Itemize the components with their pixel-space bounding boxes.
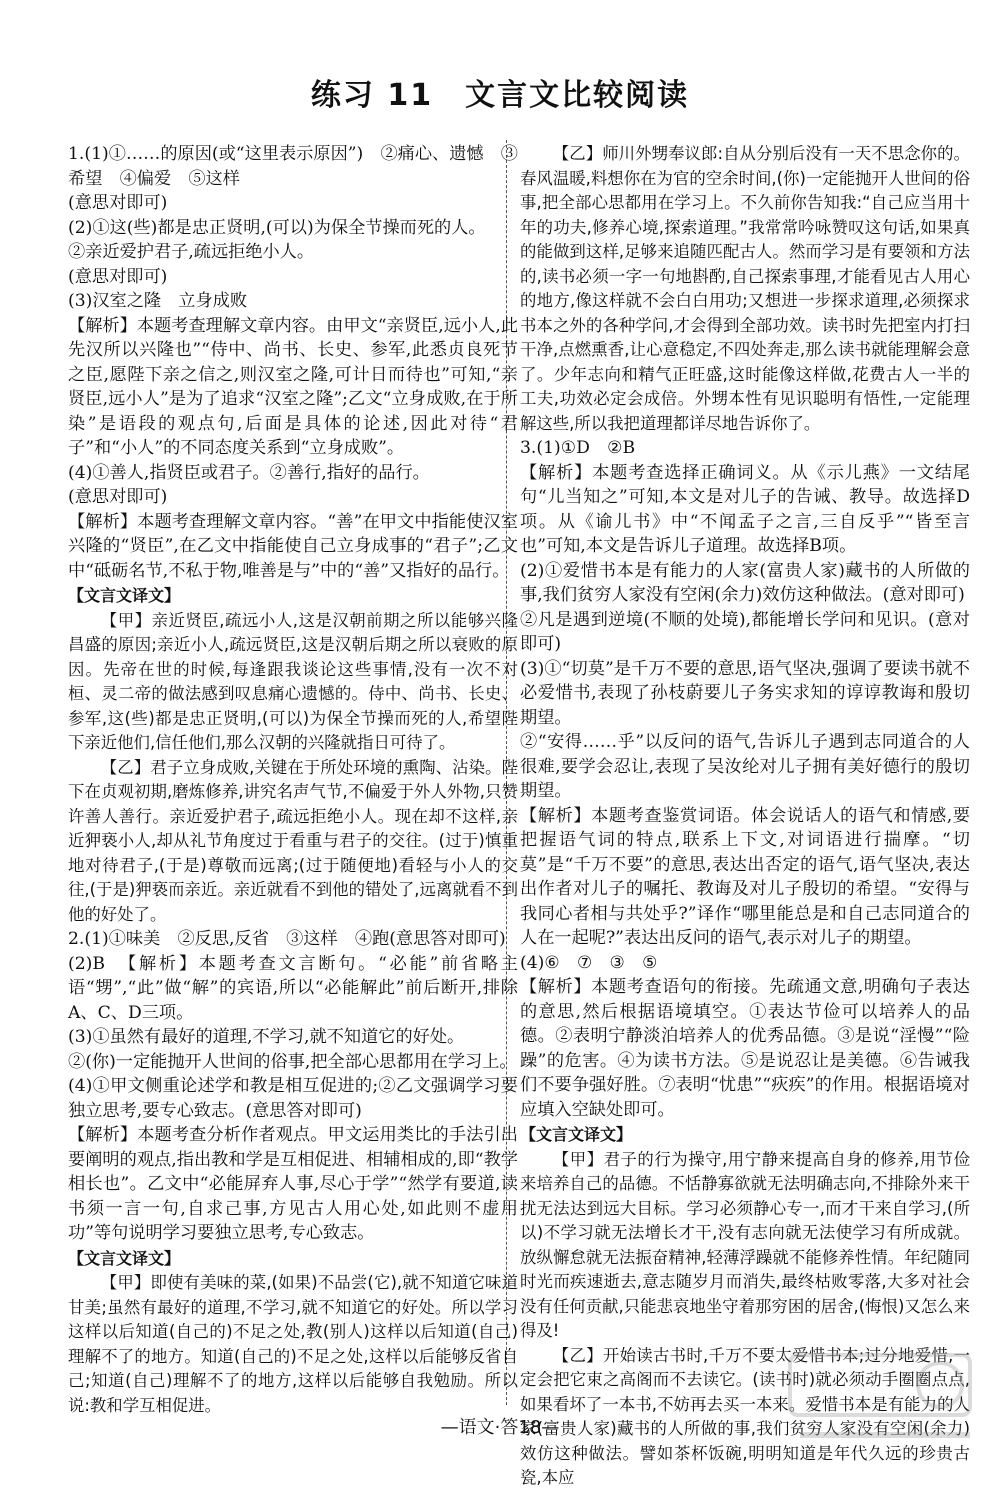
text-paragraph: 2.(1)①味美 ②反思,反省 ③这样 ④跑(意思答对即可) (68, 929, 506, 949)
text-paragraph: 【解析】本题考查鉴赏词语。体会说话人的语气和情感,要把握语气词的特点,联系上下文,对词语进行揣摩。“切莫”是“千万不要”的意思,表达出否定的语气,语气坚决,表达出作者对儿子的嘱托、教诲及对儿子殷切的希望。“安得与我同心者相与共处乎?”译作“哪里能总是和自己志同道合的人在一起呢?”表达出反问的语气,表示对儿子的期望。 (520, 805, 970, 948)
section-heading: 【文言文译文】 (68, 586, 181, 605)
text-paragraph: 【乙】师川外甥奉议郎:自从分别后没有一天不思念你的。春风温暖,料想你在为官的空余时间,(你)一定能抛开人世间的俗事,把全部心思都用在学习上。不久前你告知我:“自己应当用十年的功夫,修养心境,探索道理。”我常常吟咏赞叹这句话,如果真的能做到这样,足够来追随匹配古人。然而学习是有要领和方法的,读书必须一字一句地斟酌,自己探索事理,才能看见古人用心的地方,像这样就不会白白用功;又想进一步探求道理,必须探求书本之外的各种学问,才会得到全部功效。读书时先把室内打扫干净,点燃熏香,让心意稳定,不四处奔走,那么读书就能理解会意了。少年志向和精气正旺盛,这时能像这样做,花费古人一半的工夫,功效必定会成倍。外甥本性有见识聪明有悟性,一定能理解这些,所以我把道理都详尽地告诉你了。 (520, 144, 970, 433)
text-paragraph: 【解析】本题考查语句的衔接。先疏通文意,明确句子表达的意思,然后根据语境填空。①表达节俭可以培养人的品德。②表明宁静淡泊培养人的优秀品德。③是说“淫慢”“险躁”的危害。④为读书方法。⑤是说忍让是美德。⑥告诫我们不要争强好胜。⑦表明“忧患”“疢疾”的作用。根据语境对应填入空缺处即可。 (520, 977, 970, 1120)
text-paragraph: 3.(1)①D ②B (520, 438, 636, 458)
text-paragraph: 【解析】本题考查选择正确词义。从《示儿燕》一文结尾句“儿当知之”可知,本文是对儿子的告诫、教导。故选择D项。从《谕儿书》中“不闻孟子之言,三自反乎”“皆至言也”可知,本文是告诉儿子道理。故选择B项。 (520, 462, 970, 556)
right-column (520, 142, 970, 1487)
text-paragraph: (2)①这(些)都是忠正贤明,(可以)为保全节操而死的人。 (68, 217, 486, 238)
text-paragraph: (4)①善人,指贤臣或君子。②善行,指好的品行。 (68, 462, 430, 483)
text-paragraph: 【乙】君子立身成败,关键在于所处环境的熏陶、沾染。陛下在贞观初期,磨炼修养,讲究名声气节,不偏爱于外人外物,只赞许善人善行。亲近爱护君子,疏远拒绝小人。现在却不这样,亲近狎亵小人,却从礼节角度过于看重与君子的交往。(过于)慎重地对待君子,(于是)尊敬而远离;(过于随便地)看轻与小人的交往,(于是)狎亵而亲近。亲近就看不到他的错处了,远离就看不到他的好处了。 (68, 757, 518, 924)
text-paragraph: 【解析】本题考查理解文章内容。由甲文“亲贤臣,远小人,此先汉所以兴隆也”“侍中、尚书、长史、参军,此悉贞良死节之臣,愿陛下亲之信之,则汉室之隆,可计日而待也”可知,“亲贤臣,远小人”是为了追求“汉室之隆”;乙文“立身成败,在于所染”是语段的观点句,后面是具体的论述,因此对待“君子”和“小人”的不同态度关系到“立身成败”。 (68, 315, 518, 458)
page-footer: —语文·答18— (440, 1417, 560, 1438)
text-paragraph: (3)①“切莫”是千万不要的意思,语气坚决,强调了要读书就不必爱惜书,表现了孙枝蔚要儿子务实求知的谆谆教诲和殷切期望。 (520, 658, 970, 728)
watermark-logo (780, 1345, 980, 1455)
section-heading: 【文言文译文】 (68, 1248, 181, 1268)
text-paragraph: 【解析】本题考查理解文章内容。“善”在甲文中指能使汉室兴隆的“贤臣”,在乙文中指能使自己立身成事的“君子”;乙文中“砥砺名节,不私于物,唯善是与”中的“善”又指好的品行。 (68, 511, 518, 581)
text-paragraph: 【甲】亲近贤臣,疏远小人,这是汉朝前期之所以能够兴隆昌盛的原因;亲近小人,疏远贤臣,这是汉朝后期之所以衰败的原因。先帝在世的时候,每逢跟我谈论这些事情,没有一次不对桓、灵二帝的做法感到叹息痛心遗憾的。侍中、尚书、长史、参军,这(些)都是忠正贤明,(可以)为保全节操而死的人,希望陛下亲近他们,信任他们,那么汉朝的兴隆就指日可待了。 (68, 610, 518, 752)
text-paragraph: 【甲】君子的行为操守,用宁静来提高自身的修养,用节俭来培养自己的品德。不恬静寡欲就无法明确志向,不排除外来干扰无法达到远大目标。学习必须静心专一,而才干来自学习,(所以)不学习就无法增长才干,没有志向就无法使学习有所成就。放纵懈怠就无法振奋精神,轻薄浮躁就不能修养性情。年纪随同时光而疾速逝去,意志随岁月而消失,最终枯败零落,大多对社会没有任何贡献,只能悲哀地坐守着那穷困的居舍,(悔恨)又怎么来得及! (520, 1149, 970, 1340)
text-paragraph: (意思对即可) (68, 266, 168, 287)
text-paragraph: (3)①虽然有最好的道理,不学习,就不知道它的好处。 (68, 1027, 465, 1047)
text-paragraph: ②亲近爱护君子,疏远拒绝小人。 (68, 242, 315, 262)
text-paragraph: 1.(1)①……的原因(或“这里表示原因”) ②痛心、遗憾 ③希望 ④偏爱 ⑤这样 (68, 144, 518, 189)
page-title: 练习 11 文言文比较阅读 (310, 78, 690, 113)
text-paragraph: ②“安得……乎”以反问的语气,告诉儿子遇到志同道合的人很难,要学会忍让,表现了吴汝纶对儿子拥有美好德行的殷切期望。 (520, 732, 970, 801)
text-paragraph: ②(你)一定能抛开人世间的俗事,把全部心思都用在学习上。 (68, 1051, 517, 1072)
text-paragraph: (4)⑥ ⑦ ③ ⑤ (520, 952, 658, 973)
section-heading: 【文言文译文】 (520, 1125, 633, 1144)
left-column (68, 142, 518, 1415)
text-paragraph: (2)B 【解析】本题考查文言断句。“必能”前省略主语“甥”,“此”做“解”的宾语,所以“必能解此”前后断开,排除A、C、D三项。 (68, 953, 518, 1023)
text-paragraph: 【乙】开始读古书时,千万不要太爱惜书本;过分地爱惜,一定会把它束之高阁而不去读它。(读书时)就必须动手圈圈点点,如果看坏了一本书,不妨再去买一本来。爱惜书本是有能力的人家(富贵人家)藏书的人所做的事,我们贫穷人家没有空闲(余力)效仿这种做法。譬如茶杯饭碗,明明知道是年代久远的珍贵古瓷,本应 (520, 1345, 970, 1487)
text-paragraph: (2)①爱惜书本是有能力的人家(富贵人家)藏书的人所做的事,我们贫穷人家没有空闲(余力)效仿这种做法。(意对即可) (520, 560, 970, 605)
text-paragraph: (4)①甲文侧重论述学和教是相互促进的;②乙文强调学习要独立思考,要专心致志。(意思答对即可) (68, 1076, 518, 1121)
text-paragraph: 【解析】本题考查分析作者观点。甲文运用类比的手法引出要阐明的观点,指出教和学是互相促进、相辅相成的,即“教学相长也”。乙文中“必能屏弃人事,尽心于学”“然学有要道,读书须一言一句,自求己事,方见古人用心处,如此则不虚用功”等句说明学习要独立思考,专心致志。 (68, 1125, 518, 1243)
text-paragraph: (3)汉室之隆 立身成败 (68, 291, 248, 311)
text-paragraph: (意思对即可) (68, 487, 168, 507)
text-paragraph: (意思对即可) (68, 193, 168, 213)
text-paragraph: 【甲】即使有美味的菜,(如果)不品尝(它),就不知道它味道甘美;虽然有最好的道理,不学习,就不知道它的好处。所以学习这样以后知道(自己的)不足之处,教(别人)这样以后知道(自己)理解不了的地方。知道(自己的)不足之处,这样以后能够反省自己;知道(自己)理解不了的地方,这样以后能够自我勉励。所以说:教和学互相促进。 (68, 1273, 518, 1415)
text-paragraph: ②凡是遇到逆境(不顺的处境),都能增长学问和见识。(意对即可) (520, 609, 970, 654)
